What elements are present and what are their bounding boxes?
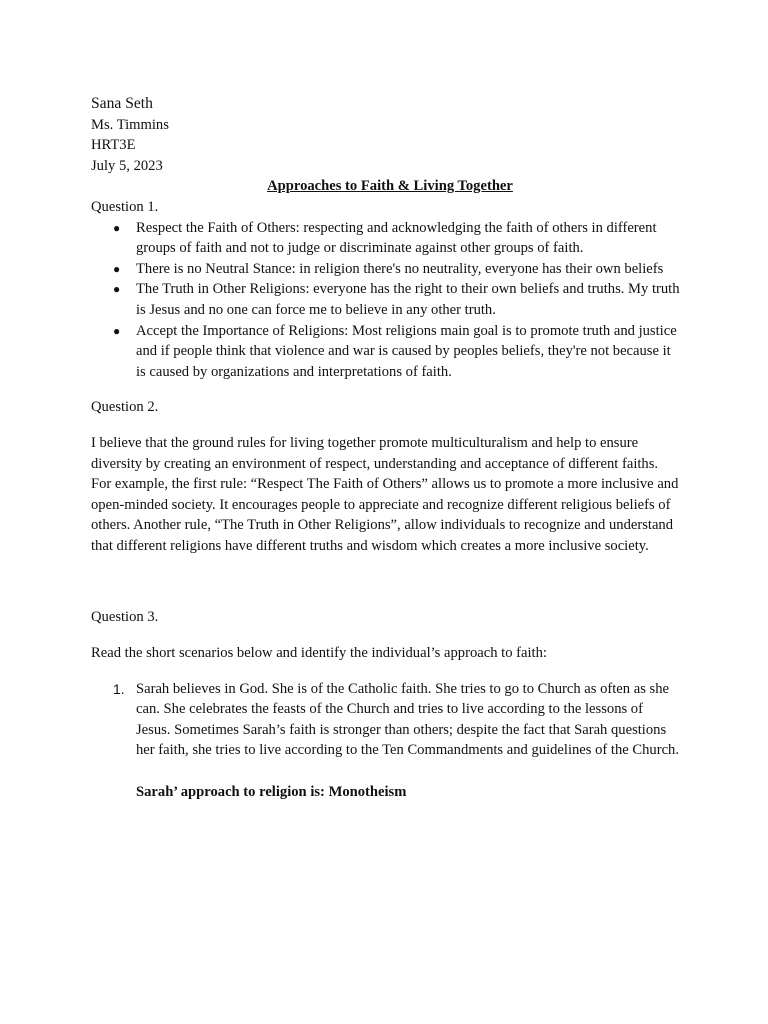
scenario-answer: Sarah’ approach to religion is: Monotheism — [136, 784, 407, 801]
list-item — [91, 218, 681, 259]
question-2-section — [91, 397, 681, 556]
list-item-text: There is no Neutral Stance: in religion there's no neutrality, everyone has their own beliefs — [136, 260, 664, 277]
list-item-text: The Truth in Other Religions: everyone has the right to their own beliefs and truths. My truth is Jesus and no one can force me to believe in any other truth. — [136, 281, 680, 318]
bullet-icon: ● — [113, 220, 121, 235]
list-item — [91, 279, 681, 320]
question-1-label: Question 1. — [91, 198, 159, 215]
question-3-label: Question 3. — [91, 609, 159, 626]
question-1-section — [91, 197, 681, 382]
question-2-paragraph: I believe that the ground rules for living together promote multiculturalism and help to ensure diversity by creating an environment of respect, understanding and acceptance of different faiths. For example, the first rule: “Respect The Faith of Others” allows us to promote a more inclusive and open-minded society. It encourages people to appreciate and recognize different religious beliefs of others. Another rule, “The Truth in Other Religions”, allow individuals to recognize and understand that different religions have different truths and wisdom which creates a more inclusive society. — [91, 434, 679, 554]
document-date: July 5, 2023 — [91, 157, 163, 174]
list-item-text: Respect the Faith of Others: respecting and acknowledging the faith of others in different groups of faith and not to judge or discriminate against other groups of faith. — [136, 219, 657, 257]
question-1-list — [91, 218, 681, 383]
student-name: Sana Seth — [91, 95, 153, 112]
question-3-section — [91, 607, 681, 802]
scenario-text: Sarah believes in God. She is of the Catholic faith. She tries to go to Church as often as she can. She celebrates the feasts of the Church and tries to live according to the lessons of Jesus. Sometimes Sarah’s faith is stronger than others; despite the fact that Sarah questions her faith, she tries to live according to the Ten Commandments and guidelines of the Church. — [136, 680, 680, 759]
bullet-icon: ● — [113, 282, 121, 297]
bullet-icon: ● — [113, 261, 121, 276]
scenario-list — [91, 679, 681, 761]
document-title: Approaches to Faith & Living Together — [267, 178, 513, 195]
scenario-item — [91, 679, 681, 761]
document-header — [91, 94, 681, 176]
bullet-icon: ● — [113, 323, 121, 338]
course-code: HRT3E — [91, 137, 136, 154]
list-item — [91, 321, 681, 383]
question-3-instruction: Read the short scenarios below and identify the individual’s approach to faith: — [91, 645, 547, 662]
list-item — [91, 259, 681, 280]
scenario-number: 1. — [113, 680, 125, 697]
teacher-name: Ms. Timmins — [91, 116, 169, 133]
list-item-text: Accept the Importance of Religions: Most religions main goal is to promote truth and justice and if people think that violence and war is caused by peoples beliefs, they're not because it is caused by organizations and interpretations of faith. — [136, 322, 677, 380]
question-2-label: Question 2. — [91, 399, 159, 416]
document-page — [91, 94, 681, 803]
